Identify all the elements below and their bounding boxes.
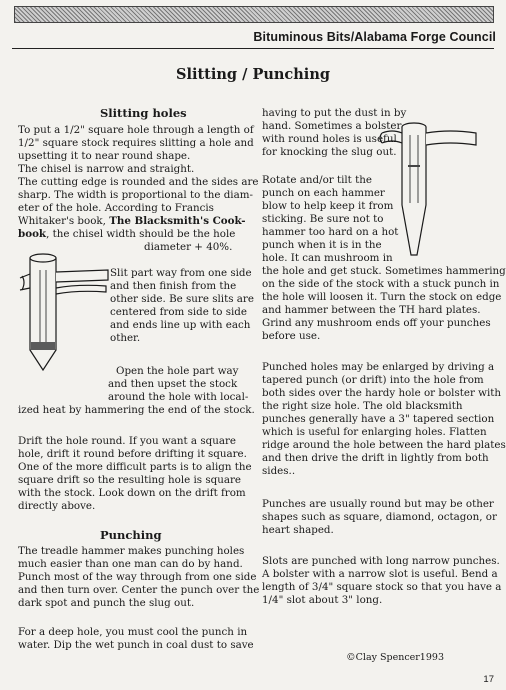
text-line: and then finish from the [110,280,237,292]
text-line: before use. [262,330,321,342]
text-line: the hole and get stuck. Sometimes hammering [262,265,506,277]
text-line: with round holes is useful [262,133,397,145]
text-line: 1/4" slot about 3" long. [262,594,383,606]
text-line: ized heat by hammering the end of the stock. [18,404,255,416]
header-rule [12,48,494,49]
text-line: other side. Be sure slits are [110,293,254,305]
text-line: hole, drift it round before drifting it square. [18,448,247,460]
text-line: centered from side to side [110,306,247,318]
text-line: Slit part way from one side [110,267,252,279]
text-line: and then upset the stock [108,378,238,390]
text-line: having to put the dust in by [262,107,407,119]
newsletter-name: Bituminous Bits/Alabama Forge Council [253,30,496,44]
text-span: , the chisel width should be the hole [46,228,236,240]
punch-illustration [378,115,478,265]
text-line: water. Dip the wet punch in coal dust to save [18,639,254,651]
text-line: which is useful for enlarging holes. Flatten [262,426,487,438]
text-line: One of the more difficult parts is to align the [18,461,252,473]
text-line: other. [110,332,141,344]
text-line: hole. It can mushroom in [262,252,393,264]
text-line: the right size hole. The old blacksmith [262,400,463,412]
book-title: book [18,228,47,240]
text-line: and then drive the drift in lightly from both [262,452,489,464]
text-line: ridge around the hole between the hard plates [262,439,506,451]
text-line: much easier than one man can do by hand. [18,558,243,570]
text-line: hand. Sometimes a bolster [262,120,402,132]
text-line: around the hole with local- [108,391,249,403]
text-line: 1/2" square stock requires slitting a hole and [18,137,254,149]
text-line: Drift the hole round. If you want a square [18,435,236,447]
text-line: length of 3/4" square stock so that you have a [262,581,502,593]
text-line: and ends line up with each [110,319,251,331]
text-line: tapered punch (or drift) into the hole from [262,374,484,386]
article-title: Slitting / Punching [175,66,330,83]
text-line: A bolster with a narrow slot is useful. Bend a [262,568,498,580]
text-line: directly above. [18,500,96,512]
text-line: upsetting it to near round shape. [18,150,191,162]
header-pattern-bar [14,6,494,23]
text-line: and then turn over. Center the punch over the [18,584,260,596]
text-line [18,215,246,227]
text-line: hammer too hard on a hot [262,226,399,238]
text-line: Rotate and/or tilt the [262,174,372,186]
text-line: The treadle hammer makes punching holes [18,545,245,557]
text-line: The cutting edge is rounded and the sides are [18,176,259,188]
text-line: Grind any mushroom ends off your punches [262,317,491,329]
text-line: sharp. The width is proportional to the diam- [18,189,253,201]
text-line: both sides over the hardy hole or bolster with [262,387,502,399]
text-line [18,228,235,240]
text-line: Punches are usually round but may be other [262,498,494,510]
page-number: 17 [483,674,494,685]
text-line: and hammer between the TH hard plates. [262,304,481,316]
text-line: with the stock. Look down on the drift from [18,487,246,499]
text-line: eter of the hole. According to Francis [18,202,214,214]
text-line: Punch most of the way through from one side [18,571,257,583]
text-line: on the side of the stock with a stuck punch in [262,278,500,290]
book-title: The Blacksmith's Cook- [109,215,246,227]
text-line: Open the hole part way [116,365,239,377]
slitting-chisel-illustration [18,250,110,375]
text-line: blow to help keep it from [262,200,394,212]
text-line: Slots are punched with long narrow punches. [262,555,500,567]
slitting-heading: Slitting holes [100,106,187,120]
text-line: To put a 1/2" square hole through a length of [18,124,254,136]
text-span: Whitaker's book, [18,215,106,227]
copyright-credit: ©Clay Spencer1993 [346,652,444,663]
punching-heading: Punching [100,528,162,542]
text-line: dark spot and punch the slug out. [18,597,195,609]
text-line: sides.. [262,465,296,477]
text-line: the hole will loosen it. Turn the stock on edge [262,291,502,303]
text-line: punch when it is in the [262,239,382,251]
text-line: punches generally have a 3" tapered section [262,413,495,425]
text-line: for knocking the slug out. [262,146,397,158]
text-line: Punched holes may be enlarged by driving a [262,361,495,373]
text-line: sticking. Be sure not to [262,213,384,225]
text-line: For a deep hole, you must cool the punch in [18,626,248,638]
text-line: heart shaped. [262,524,334,536]
text-line: shapes such as square, diamond, octagon, or [262,511,497,523]
text-line: The chisel is narrow and straight. [18,163,195,175]
text-line: diameter + 40%. [144,241,233,253]
text-line: square drift so the resulting hole is square [18,474,242,486]
text-line: punch on each hammer [262,187,385,199]
